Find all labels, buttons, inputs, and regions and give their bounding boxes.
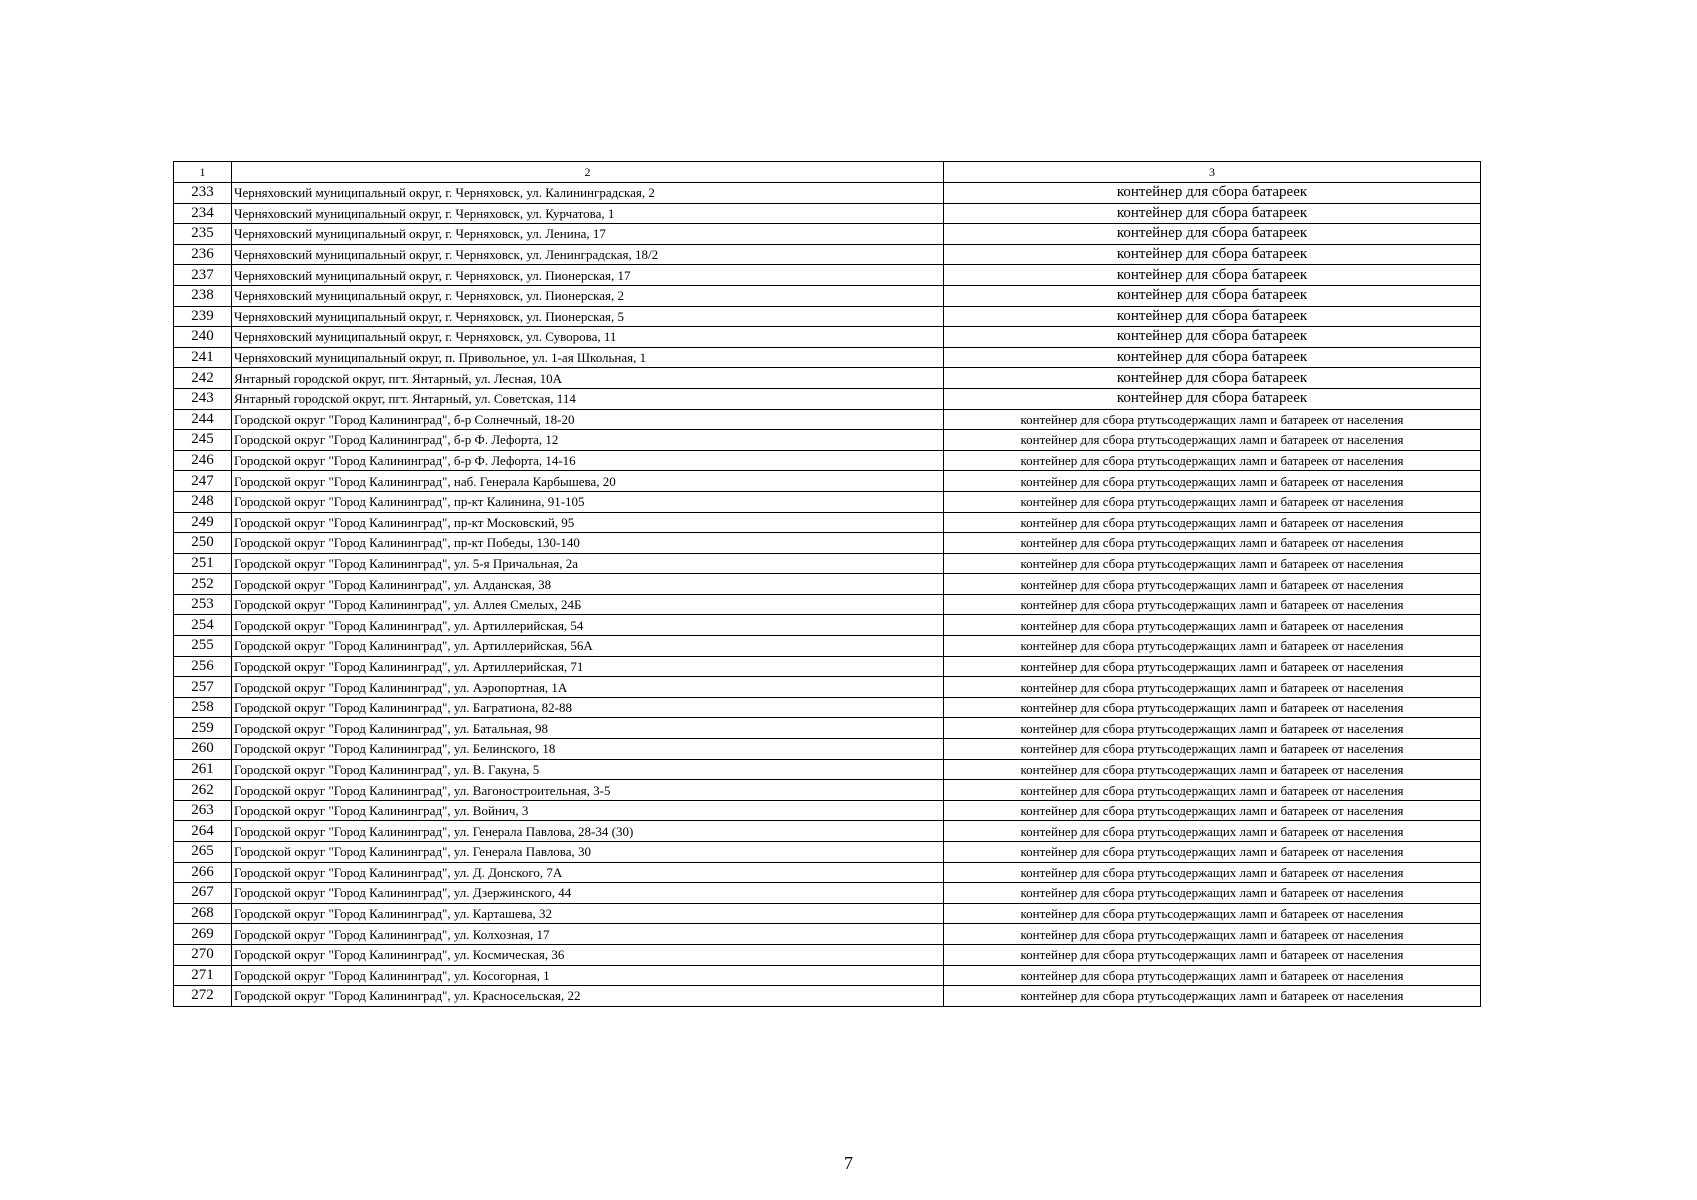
- row-address: Городской округ "Город Калининград", ул. Батальная, 98: [232, 718, 944, 739]
- row-number: 240: [174, 327, 232, 348]
- row-address: Городской округ "Город Калининград", ул. Колхозная, 17: [232, 924, 944, 945]
- row-container-type: контейнер для сбора ртутьсодержащих ламп и батареек от населения: [944, 986, 1481, 1007]
- row-number: 236: [174, 244, 232, 265]
- row-number: 258: [174, 697, 232, 718]
- table-row: [174, 594, 1481, 615]
- header-col-2: 2: [232, 162, 944, 183]
- row-number: 256: [174, 656, 232, 677]
- row-number: 272: [174, 986, 232, 1007]
- table-row: [174, 285, 1481, 306]
- row-container-type: контейнер для сбора ртутьсодержащих ламп и батареек от населения: [944, 450, 1481, 471]
- row-address: Городской округ "Город Калининград", ул. Вагоностроительная, 3-5: [232, 780, 944, 801]
- row-number: 260: [174, 739, 232, 760]
- row-container-type: контейнер для сбора ртутьсодержащих ламп и батареек от населения: [944, 512, 1481, 533]
- table-row: [174, 862, 1481, 883]
- table-row: [174, 533, 1481, 554]
- table-row: [174, 450, 1481, 471]
- row-address: Черняховский муниципальный округ, г. Черняховск, ул. Пионерская, 2: [232, 285, 944, 306]
- row-number: 253: [174, 594, 232, 615]
- row-address: Городской округ "Город Калининград", ул. Дзержинского, 44: [232, 883, 944, 904]
- row-number: 255: [174, 636, 232, 657]
- table-row: [174, 327, 1481, 348]
- row-number: 252: [174, 574, 232, 595]
- row-container-type: контейнер для сбора ртутьсодержащих ламп и батареек от населения: [944, 409, 1481, 430]
- row-container-type: контейнер для сбора ртутьсодержащих ламп и батареек от населения: [944, 430, 1481, 451]
- row-address: Городской округ "Город Калининград", ул. Войнич, 3: [232, 800, 944, 821]
- row-address: Черняховский муниципальный округ, г. Черняховск, ул. Пионерская, 17: [232, 265, 944, 286]
- page-number: 7: [844, 1153, 853, 1173]
- row-number: 267: [174, 883, 232, 904]
- table-row: [174, 306, 1481, 327]
- table-row: [174, 924, 1481, 945]
- table-row: [174, 965, 1481, 986]
- row-number: 245: [174, 430, 232, 451]
- table-row: [174, 677, 1481, 698]
- row-container-type: контейнер для сбора ртутьсодержащих ламп и батареек от населения: [944, 656, 1481, 677]
- row-container-type: контейнер для сбора батареек: [944, 224, 1481, 245]
- row-address: Черняховский муниципальный округ, г. Черняховск, ул. Ленинградская, 18/2: [232, 244, 944, 265]
- row-number: 254: [174, 615, 232, 636]
- row-container-type: контейнер для сбора батареек: [944, 306, 1481, 327]
- header-col-1: 1: [174, 162, 232, 183]
- row-container-type: контейнер для сбора ртутьсодержащих ламп и батареек от населения: [944, 677, 1481, 698]
- row-number: 248: [174, 491, 232, 512]
- table-row: [174, 656, 1481, 677]
- row-container-type: контейнер для сбора ртутьсодержащих ламп и батареек от населения: [944, 780, 1481, 801]
- row-container-type: контейнер для сбора батареек: [944, 265, 1481, 286]
- table-row: [174, 780, 1481, 801]
- table-header-row: [174, 162, 1481, 183]
- row-address: Городской округ "Город Калининград", б-р Ф. Лефорта, 12: [232, 430, 944, 451]
- table-row: [174, 944, 1481, 965]
- table-row: [174, 471, 1481, 492]
- table-row: [174, 265, 1481, 286]
- row-container-type: контейнер для сбора ртутьсодержащих ламп и батареек от населения: [944, 471, 1481, 492]
- row-number: 238: [174, 285, 232, 306]
- row-address: Городской округ "Город Калининград", ул. Артиллерийская, 54: [232, 615, 944, 636]
- row-address: Городской округ "Город Калининград", ул. Белинского, 18: [232, 739, 944, 760]
- row-address: Черняховский муниципальный округ, г. Черняховск, ул. Ленина, 17: [232, 224, 944, 245]
- row-number: 249: [174, 512, 232, 533]
- table-row: [174, 409, 1481, 430]
- row-address: Черняховский муниципальный округ, п. Привольное, ул. 1-ая Школьная, 1: [232, 347, 944, 368]
- row-address: Городской округ "Город Калининград", ул. 5-я Причальная, 2а: [232, 553, 944, 574]
- row-number: 244: [174, 409, 232, 430]
- row-number: 234: [174, 203, 232, 224]
- table-row: [174, 903, 1481, 924]
- row-number: 259: [174, 718, 232, 739]
- row-address: Городской округ "Город Калининград", ул. Карташева, 32: [232, 903, 944, 924]
- row-container-type: контейнер для сбора ртутьсодержащих ламп и батареек от населения: [944, 842, 1481, 863]
- row-address: Городской округ "Город Калининград", ул. Аллея Смелых, 24Б: [232, 594, 944, 615]
- row-number: 266: [174, 862, 232, 883]
- row-container-type: контейнер для сбора ртутьсодержащих ламп и батареек от населения: [944, 533, 1481, 554]
- row-address: Городской округ "Город Калининград", ул. В. Гакуна, 5: [232, 759, 944, 780]
- row-number: 251: [174, 553, 232, 574]
- table-row: [174, 430, 1481, 451]
- row-number: 263: [174, 800, 232, 821]
- row-address: Черняховский муниципальный округ, г. Черняховск, ул. Курчатова, 1: [232, 203, 944, 224]
- row-address: Городской округ "Город Калининград", ул. Д. Донского, 7А: [232, 862, 944, 883]
- row-container-type: контейнер для сбора ртутьсодержащих ламп и батареек от населения: [944, 553, 1481, 574]
- row-number: 269: [174, 924, 232, 945]
- row-address: Черняховский муниципальный округ, г. Черняховск, ул. Суворова, 11: [232, 327, 944, 348]
- row-address: Городской округ "Город Калининград", ул. Аэропортная, 1А: [232, 677, 944, 698]
- row-container-type: контейнер для сбора ртутьсодержащих ламп и батареек от населения: [944, 924, 1481, 945]
- row-number: 242: [174, 368, 232, 389]
- row-container-type: контейнер для сбора ртутьсодержащих ламп и батареек от населения: [944, 862, 1481, 883]
- row-address: Янтарный городской округ, пгт. Янтарный, ул. Лесная, 10А: [232, 368, 944, 389]
- row-number: 257: [174, 677, 232, 698]
- row-container-type: контейнер для сбора батареек: [944, 244, 1481, 265]
- row-container-type: контейнер для сбора ртутьсодержащих ламп и батареек от населения: [944, 965, 1481, 986]
- row-address: Городской округ "Город Калининград", ул. Красносельская, 22: [232, 986, 944, 1007]
- row-number: 241: [174, 347, 232, 368]
- row-container-type: контейнер для сбора ртутьсодержащих ламп и батареек от населения: [944, 883, 1481, 904]
- table-row: [174, 759, 1481, 780]
- row-number: 235: [174, 224, 232, 245]
- row-container-type: контейнер для сбора батареек: [944, 388, 1481, 409]
- row-number: 271: [174, 965, 232, 986]
- row-address: Городской округ "Город Калининград", ул. Алданская, 38: [232, 574, 944, 595]
- row-address: Городской округ "Город Калининград", ул. Артиллерийская, 71: [232, 656, 944, 677]
- table-row: [174, 203, 1481, 224]
- row-container-type: контейнер для сбора батареек: [944, 285, 1481, 306]
- table-row: [174, 800, 1481, 821]
- table-row: [174, 842, 1481, 863]
- row-container-type: контейнер для сбора ртутьсодержащих ламп и батареек от населения: [944, 718, 1481, 739]
- table-row: [174, 739, 1481, 760]
- table-row: [174, 574, 1481, 595]
- row-number: 237: [174, 265, 232, 286]
- row-number: 270: [174, 944, 232, 965]
- row-address: Городской округ "Город Калининград", пр-кт Победы, 130-140: [232, 533, 944, 554]
- header-col-3: 3: [944, 162, 1481, 183]
- row-number: 243: [174, 388, 232, 409]
- row-number: 264: [174, 821, 232, 842]
- row-container-type: контейнер для сбора батареек: [944, 327, 1481, 348]
- row-container-type: контейнер для сбора ртутьсодержащих ламп и батареек от населения: [944, 800, 1481, 821]
- row-address: Городской округ "Город Калининград", ул. Генерала Павлова, 30: [232, 842, 944, 863]
- row-number: 239: [174, 306, 232, 327]
- row-address: Черняховский муниципальный округ, г. Черняховск, ул. Калининградская, 2: [232, 183, 944, 204]
- row-number: 265: [174, 842, 232, 863]
- row-container-type: контейнер для сбора батареек: [944, 183, 1481, 204]
- table-row: [174, 821, 1481, 842]
- row-container-type: контейнер для сбора батареек: [944, 347, 1481, 368]
- row-container-type: контейнер для сбора ртутьсодержащих ламп и батареек от населения: [944, 697, 1481, 718]
- table-row: [174, 347, 1481, 368]
- row-address: Городской округ "Город Калининград", ул. Багратиона, 82-88: [232, 697, 944, 718]
- table-row: [174, 718, 1481, 739]
- address-table: [173, 161, 1481, 1007]
- row-number: 250: [174, 533, 232, 554]
- row-number: 246: [174, 450, 232, 471]
- row-number: 247: [174, 471, 232, 492]
- row-address: Городской округ "Город Калининград", ул. Артиллерийская, 56А: [232, 636, 944, 657]
- row-container-type: контейнер для сбора ртутьсодержащих ламп и батареек от населения: [944, 615, 1481, 636]
- table-row: [174, 553, 1481, 574]
- row-address: Янтарный городской округ, пгт. Янтарный, ул. Советская, 114: [232, 388, 944, 409]
- row-address: Городской округ "Город Калининград", пр-кт Московский, 95: [232, 512, 944, 533]
- row-address: Городской округ "Город Калининград", ул. Космическая, 36: [232, 944, 944, 965]
- row-address: Городской округ "Город Калининград", б-р Ф. Лефорта, 14-16: [232, 450, 944, 471]
- row-address: Городской округ "Город Калининград", ул. Генерала Павлова, 28-34 (30): [232, 821, 944, 842]
- row-address: Городской округ "Город Калининград", пр-кт Калинина, 91-105: [232, 491, 944, 512]
- table-row: [174, 697, 1481, 718]
- table-row: [174, 388, 1481, 409]
- table-row: [174, 883, 1481, 904]
- table-row: [174, 244, 1481, 265]
- table-row: [174, 986, 1481, 1007]
- row-address: Городской округ "Город Калининград", наб. Генерала Карбышева, 20: [232, 471, 944, 492]
- row-container-type: контейнер для сбора ртутьсодержащих ламп и батареек от населения: [944, 903, 1481, 924]
- row-container-type: контейнер для сбора ртутьсодержащих ламп и батареек от населения: [944, 821, 1481, 842]
- table-row: [174, 224, 1481, 245]
- row-container-type: контейнер для сбора ртутьсодержащих ламп и батареек от населения: [944, 636, 1481, 657]
- row-container-type: контейнер для сбора батареек: [944, 203, 1481, 224]
- table-row: [174, 183, 1481, 204]
- table-row: [174, 368, 1481, 389]
- row-container-type: контейнер для сбора ртутьсодержащих ламп и батареек от населения: [944, 491, 1481, 512]
- row-container-type: контейнер для сбора ртутьсодержащих ламп и батареек от населения: [944, 759, 1481, 780]
- row-address: Черняховский муниципальный округ, г. Черняховск, ул. Пионерская, 5: [232, 306, 944, 327]
- row-number: 233: [174, 183, 232, 204]
- row-container-type: контейнер для сбора ртутьсодержащих ламп и батареек от населения: [944, 944, 1481, 965]
- table-row: [174, 615, 1481, 636]
- row-container-type: контейнер для сбора ртутьсодержащих ламп и батареек от населения: [944, 594, 1481, 615]
- row-container-type: контейнер для сбора ртутьсодержащих ламп и батареек от населения: [944, 574, 1481, 595]
- table-row: [174, 636, 1481, 657]
- row-number: 261: [174, 759, 232, 780]
- table-row: [174, 491, 1481, 512]
- table-body: [174, 162, 1481, 1007]
- row-number: 268: [174, 903, 232, 924]
- row-address: Городской округ "Город Калининград", б-р Солнечный, 18-20: [232, 409, 944, 430]
- row-number: 262: [174, 780, 232, 801]
- row-container-type: контейнер для сбора ртутьсодержащих ламп и батареек от населения: [944, 739, 1481, 760]
- row-container-type: контейнер для сбора батареек: [944, 368, 1481, 389]
- row-address: Городской округ "Город Калининград", ул. Косогорная, 1: [232, 965, 944, 986]
- table-row: [174, 512, 1481, 533]
